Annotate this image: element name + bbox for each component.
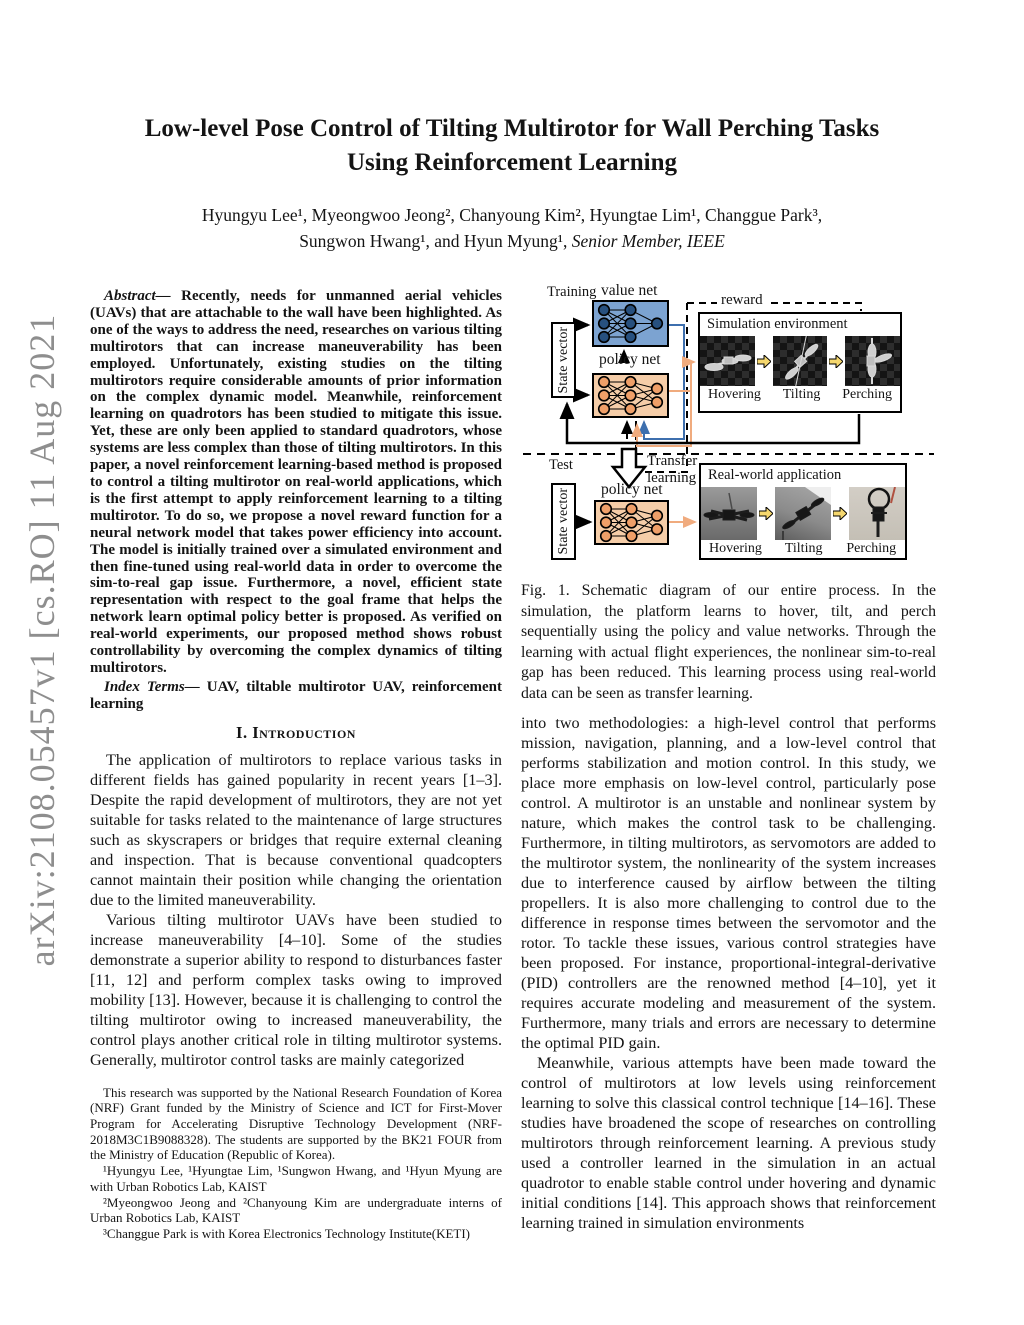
policy-net-diagram-training <box>592 373 669 418</box>
simulation-stages <box>700 336 900 386</box>
sim-hovering-drone-icon <box>700 336 755 386</box>
sim-stage-label: Hovering <box>708 387 761 402</box>
paper-title-line2: Using Reinforcement Learning <box>346 149 678 176</box>
simulation-environment-label: Simulation environment <box>707 316 848 332</box>
paper-title <box>60 112 964 180</box>
intro-paragraph-1: The application of multirotors to replace various tasks in different fields has gained popularity in recent years [1–3]. Despite the rapid development of multirotors, they are not yet suitable for tasks related to the maintenance of large structures such as skyscrapers or bridges that require external cleaning and inspection. That is because conventional quadcopters cannot maintain their position while changing the orientation due to the limited maneuverability. <box>90 750 502 909</box>
sim-stage-label: Tilting <box>782 387 821 402</box>
yellow-arrow-icon <box>757 355 771 368</box>
reward-dashed-line <box>687 303 861 311</box>
value-net-diagram <box>592 300 669 347</box>
simulation-stage-labels <box>700 387 900 403</box>
footnote-funding: This research was supported by the National Research Foundation of Korea (NRF) Grant funded by the Ministry of Science and ICT for First-Mover Program for Accelerating Disruptive Technology Development (NRF-2018M3C1B9088328). The students are supported by the BK21 FOUR from the Ministry of Education (Republic of Korea). <box>90 1084 502 1163</box>
index-terms-label: Index Terms— <box>104 678 200 695</box>
reward-label: reward <box>717 292 767 309</box>
real-tilting-image <box>775 487 831 540</box>
footnotes <box>90 1085 502 1242</box>
training-label: Training <box>547 284 597 300</box>
yellow-arrow-icon <box>829 355 843 368</box>
sim-tilting-image <box>773 336 828 386</box>
sim-hovering-image <box>700 336 755 386</box>
real-stage-label: Perching <box>846 541 897 556</box>
state-vector-box-training: State vector <box>551 322 576 398</box>
right-paragraph-1: into two methodologies: a high-level control that performs mission, navigation, planning, and a low-level control that performs stabilization and motion control. In this study, we place more emphasis on low-level control, particularly pose control. A multirotor is an unstable and nonlinear system by nature, which makes the control task to be challenging. Furthermore, in tilting multirotors, as servomotors are added to the multirotor system, the nonlinearity of the system increases due to interference caused by airflow between the tilting propellers. It is also more challenging to control due to the difference in response times between the servomotor and the rotor. To tackle these issues, various control strategies have been proposed. For instance, proportional-integral-derivative (PID) controllers are the renowned method [4–10], yet it requires accurate modeling and measurement of the system. Furthermore, many trials and errors are necessary to determine the optimal PID gain. <box>521 714 936 1052</box>
section-heading-introduction: I. Introduction <box>236 722 356 742</box>
intro-paragraph-2: Various tilting multirotor UAVs have been studied to increase maneuverability [4–10]. Some of the studies demonstrate a superior ability to respond to disturbances faster [11, 12] and perform complex tasks owing to improved mobility [13]. However, because it is challenging to control the tilting multirotor owing to increased maneuverability, the control plays another critical role in tilting multirotor systems. Generally, multirotor control tasks are mainly categorized <box>90 910 502 1069</box>
policy-net-label: policy net <box>599 351 661 368</box>
yellow-arrow-icon <box>833 507 847 520</box>
footnote-affiliation-1: ¹Hyungyu Lee, ¹Hyungtae Lim, ¹Sungwon Hwang, and ¹Hyun Myung are with Urban Robotics Lab, KAIST <box>90 1163 502 1194</box>
sim-perching-image <box>845 336 900 386</box>
author-line2: Sungwon Hwang¹, and Hyun Myung¹, Senior Member, IEEE <box>299 231 725 251</box>
state-vector-box-test: State vector <box>551 483 576 560</box>
real-world-label: Real-world application <box>708 467 842 483</box>
real-world-stages <box>701 487 905 540</box>
index-terms: Index Terms— UAV, tiltable multirotor UAV, reinforcement learning <box>90 678 503 712</box>
real-world-application-box <box>699 463 907 560</box>
real-perching-image <box>849 487 905 540</box>
author-list <box>60 202 964 254</box>
author-role: Senior Member, IEEE <box>571 231 725 251</box>
real-world-stage-labels <box>701 541 905 557</box>
figure-1-caption: Fig. 1. Schematic diagram of our entire process. In the simulation, the platform learns to hover, tilt, and perch sequentially using the policy and value networks. Through the learning with actual flight experiences, the nonlinear sim-to-real gap has been reduced. This learning process using real-world data can be seen as transfer learning. <box>521 582 936 702</box>
transfer-learning-label: Transfer learning <box>647 453 698 486</box>
policy-net-diagram-test <box>594 500 669 545</box>
left-column <box>90 288 502 1242</box>
policy-net-test-label: policy net <box>601 481 663 498</box>
figure-1 <box>521 281 936 571</box>
sim-perching-drone-icon <box>845 336 900 386</box>
abstract-label: Abstract— <box>104 288 171 304</box>
test-label: Test <box>549 457 573 473</box>
footnote-affiliation-3: ³Changgue Park is with Korea Electronics Technology Institute(KETI) <box>103 1225 471 1241</box>
paper-title-line1: Low-level Pose Control of Tilting Multirotor for Wall Perching Tasks <box>144 115 880 142</box>
footnote-affiliation-2: ²Myeongwoo Jeong and ²Chanyoung Kim are undergraduate interns of Urban Robotics Lab, KAIST <box>90 1194 502 1226</box>
real-tilting-drone-icon <box>775 487 831 540</box>
right-column <box>521 281 936 1233</box>
arxiv-watermark: arXiv:2108.05457v1 [cs.RO] 11 Aug 2021 <box>22 313 62 967</box>
sim-stage-label: Perching <box>842 387 892 402</box>
abstract: Abstract— Recently, needs for unmanned aerial vehicles (UAVs) that are attachable to the wall have been highlighted. As one of the ways to address the need, researches on various tilting multirotors that can increase maneuverability has been employed. Unfortunately, existing studies on the tilting multirotors require considerable amounts of prior information on the complex dynamic model. Meanwhile, reinforcement learning on quadrotors has been studied to mitigate this issue. Yet, these are only been applied to standard quadrotors, whose systems are less complex than those of tilting multirotors. In this paper, a novel reinforcement learning-based method is proposed to control a tilting multirotor on real-world applications, which is the first attempt to apply reinforcement learning to a tilting multirotor. To do so, we propose a novel reward function for a neural network model that takes power efficiency into account. The model is initially trained over a simulated environment and then fine-tuned using real-world data in order to overcome the sim-to-real gap issue. Furthermore, a novel, efficient state representation with respect to the goal frame that helps the network learn optimal policy better is proposed. As verified on real-world experiments, our proposed method shows robust controllability by overcoming the complex dynamics of tilting multirotors. <box>90 288 502 676</box>
real-perching-drone-icon <box>849 487 905 540</box>
author-line1: Hyungyu Lee¹, Myeongwoo Jeong², Chanyoung Kim², Hyungtae Lim¹, Changgue Park³, <box>201 205 823 225</box>
simulation-environment-box <box>698 312 902 413</box>
sim-tilting-drone-icon <box>773 336 828 386</box>
right-paragraph-2: Meanwhile, various attempts have been made toward the control of multirotors at low levels using reinforcement learning to solve this classical control technique [14–16]. These studies have broadened the scope of researches on controlling multirotors through reinforcement learning. A previous study used a controller learned in the simulation in an actual quadrotor to enable stable control under hovering and dynamic initial conditions [14]. This approach shows that reinforcement learning trained in simulation environments <box>521 1054 936 1232</box>
yellow-arrow-icon <box>759 507 773 520</box>
real-stage-label: Tilting <box>784 541 823 556</box>
real-hovering-image <box>701 487 757 540</box>
value-net-label: value net <box>601 282 658 299</box>
real-stage-label: Hovering <box>709 541 762 556</box>
policynet-to-simulation-line <box>669 362 694 391</box>
real-hovering-drone-icon <box>701 487 757 540</box>
